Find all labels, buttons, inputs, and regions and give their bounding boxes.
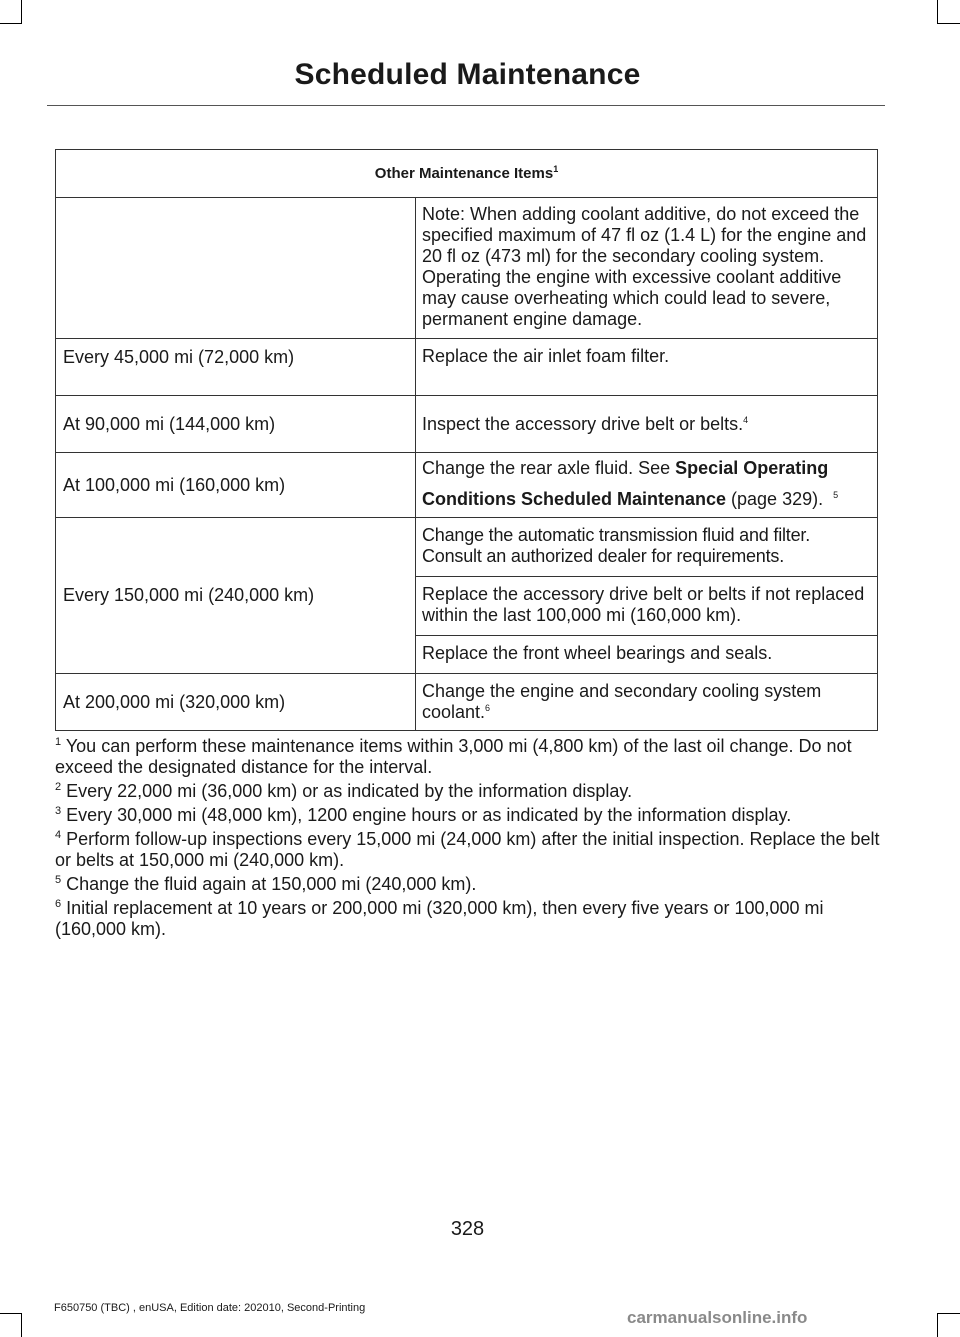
footnote-text: Perform follow-up inspections every 15,000 mi (24,000 km) after the initial inspection. Replace the belt or belts at 150,000 mi (240,000 km). bbox=[55, 829, 880, 870]
footnote-text: Every 22,000 mi (36,000 km) or as indicated by the information display. bbox=[66, 781, 633, 801]
interval-cell: At 200,000 mi (320,000 km) bbox=[56, 674, 416, 731]
maintenance-item: Replace the accessory drive belt or belts if not replaced within the last 100,000 mi (160,000 km). bbox=[416, 577, 878, 636]
table-row bbox=[56, 518, 878, 577]
interval-cell: Every 45,000 mi (72,000 km) bbox=[56, 339, 416, 396]
footnote bbox=[55, 874, 883, 895]
footnote-number: 1 bbox=[55, 736, 62, 748]
coolant-note: Note: When adding coolant additive, do not exceed the specified maximum of 47 fl oz (1.4 L) for the engine and 20 fl oz (473 ml) for the secondary cooling system. Operating the engine with excessive coolant additive may cause overheating which could lead to severe, permanent engine damage. bbox=[416, 198, 878, 339]
footnote-text: Every 30,000 mi (48,000 km), 1200 engine hours or as indicated by the information display. bbox=[66, 805, 792, 825]
table-title bbox=[56, 150, 878, 198]
table-row bbox=[56, 674, 878, 731]
table-row bbox=[56, 198, 878, 339]
crop-mark bbox=[0, 23, 22, 24]
table-title-text: Other Maintenance Items bbox=[374, 165, 554, 182]
footnote-text: Initial replacement at 10 years or 200,000 mi (320,000 km), then every five years or 100,000 mi (160,000 km). bbox=[55, 898, 824, 939]
table-row bbox=[56, 396, 878, 453]
page-number: 328 bbox=[450, 1218, 485, 1240]
crop-mark bbox=[937, 0, 938, 24]
interval-cell: At 100,000 mi (160,000 km) bbox=[56, 453, 416, 518]
cross-reference-link[interactable]: Special Operating Conditions Scheduled Maintenance bbox=[422, 458, 829, 509]
footnote bbox=[55, 736, 883, 778]
item-text: Change the engine and secondary cooling system coolant. bbox=[422, 681, 822, 722]
footnote-ref: 6 bbox=[485, 703, 491, 713]
crop-mark bbox=[21, 1313, 22, 1337]
maintenance-item bbox=[416, 339, 878, 396]
interval-cell: At 90,000 mi (144,000 km) bbox=[56, 396, 416, 453]
item-text: Change the rear axle fluid. See bbox=[422, 458, 676, 478]
maintenance-item: Replace the front wheel bearings and seals. bbox=[416, 636, 878, 674]
footnote-ref: 4 bbox=[743, 414, 749, 425]
item-text: Replace the air inlet foam filter. bbox=[422, 346, 670, 366]
footnote-text: Change the fluid again at 150,000 mi (240,000 km). bbox=[66, 874, 477, 894]
page-title: Scheduled Maintenance bbox=[294, 58, 641, 91]
crop-mark bbox=[937, 1313, 938, 1337]
watermark: carmanualsonline.info bbox=[627, 1308, 808, 1327]
footnote-number: 4 bbox=[55, 829, 62, 841]
item-text: (page 329). bbox=[726, 489, 824, 509]
footnote-number: 6 bbox=[55, 898, 62, 910]
title-divider bbox=[47, 105, 885, 106]
maintenance-item bbox=[416, 453, 878, 518]
maintenance-item: Change the automatic transmission fluid and filter. Consult an authorized dealer for requirements. bbox=[416, 518, 878, 577]
crop-mark bbox=[937, 1313, 960, 1314]
maintenance-item bbox=[416, 674, 878, 731]
crop-mark bbox=[21, 0, 22, 24]
footnote-ref: 5 bbox=[833, 490, 839, 500]
interval-cell bbox=[56, 198, 416, 339]
crop-mark bbox=[937, 23, 960, 24]
footnote-number: 2 bbox=[55, 781, 62, 793]
footnote-text: You can perform these maintenance items within 3,000 mi (4,800 km) of the last oil change. Do not exceed the designated distance for the interval. bbox=[55, 736, 852, 777]
footnote bbox=[55, 805, 883, 826]
footnotes bbox=[55, 736, 883, 943]
crop-mark bbox=[0, 1313, 22, 1314]
footnote-number: 5 bbox=[55, 874, 62, 886]
footer-edition-info: F650750 (TBC) , enUSA, Edition date: 202010, Second-Printing bbox=[54, 1302, 366, 1314]
footnote bbox=[55, 781, 883, 802]
table-title-footnote-ref: 1 bbox=[553, 164, 559, 174]
table-header-row bbox=[56, 150, 878, 198]
maintenance-item bbox=[416, 396, 878, 453]
footnote bbox=[55, 898, 883, 940]
table-row bbox=[56, 339, 878, 396]
interval-cell: Every 150,000 mi (240,000 km) bbox=[56, 518, 416, 674]
maintenance-table bbox=[55, 149, 878, 731]
item-text: Inspect the accessory drive belt or belts. bbox=[422, 413, 744, 434]
footnote-number: 3 bbox=[55, 805, 62, 817]
table-row bbox=[56, 453, 878, 518]
footnote bbox=[55, 829, 883, 871]
